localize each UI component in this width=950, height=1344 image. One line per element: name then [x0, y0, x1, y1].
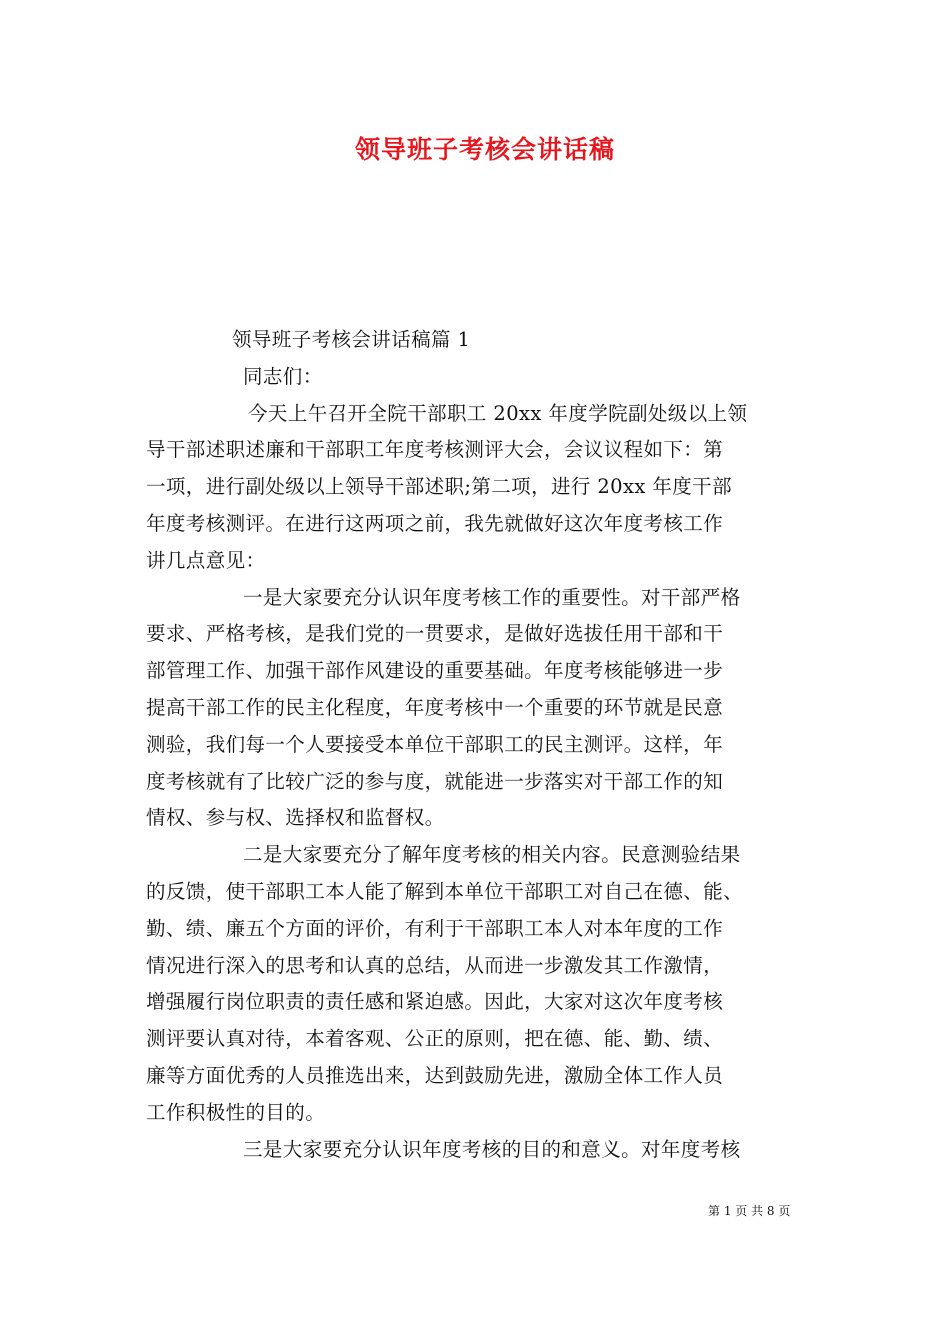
greeting: 同志们：: [243, 364, 323, 388]
paragraph-line: 今天上午召开全院干部职工 20xx 年度学院副处级以上领: [248, 401, 748, 425]
paragraph-1: [146, 396, 806, 580]
paragraph-line: 导干部述职述廉和干部职工年度考核测评大会，会议议程如下：第: [146, 438, 724, 462]
paragraph-3: [146, 837, 806, 1131]
paragraph-line: 工作积极性的目的。: [146, 1100, 326, 1124]
paragraph-line: 测验，我们每一个人要接受本单位干部职工的民主测评。这样，年: [146, 732, 724, 756]
paragraph-line: 一是大家要充分认识年度考核工作的重要性。对干部严格: [243, 585, 741, 609]
paragraph-line: 年度考核测评。在进行这两项之前，我先就做好这次年度考核工作: [146, 511, 724, 535]
paragraph-4: [146, 1132, 806, 1169]
document-body: [146, 322, 806, 1168]
paragraph-line: 三是大家要充分认识年度考核的目的和意义。对年度考核: [243, 1137, 741, 1161]
subtitle: 领导班子考核会讲话稿篇 1: [232, 328, 471, 351]
page-number-footer: 第 1 页 共 8 页: [708, 1204, 791, 1218]
paragraph-line: 部管理工作、加强干部作风建设的重要基础。年度考核能够进一步: [146, 659, 724, 683]
page-title: 领导班子考核会讲话稿: [354, 135, 615, 164]
paragraph-line: 度考核就有了比较广泛的参与度，就能进一步落实对干部工作的知: [146, 769, 724, 793]
paragraph-line: 测评要认真对待，本着客观、公正的原则，把在德、能、勤、绩、: [146, 1027, 724, 1051]
paragraph-line: 讲几点意见：: [146, 548, 266, 572]
paragraph-line: 情况进行深入的思考和认真的总结，从而进一步激发其工作激情，: [146, 953, 724, 977]
paragraph-line: 提高干部工作的民主化程度，年度考核中一个重要的环节就是民意: [146, 695, 724, 719]
paragraph-line: 增强履行岗位职责的责任感和紧迫感。因此，大家对这次年度考核: [146, 990, 724, 1014]
paragraph-line: 要求、严格考核，是我们党的一贯要求，是做好选拔任用干部和干: [146, 622, 724, 646]
paragraph-line: 的反馈，使干部职工本人能了解到本单位干部职工对自己在德、能、: [146, 879, 744, 903]
paragraph-line: 勤、绩、廉五个方面的评价，有利于干部职工本人对本年度的工作: [146, 916, 724, 940]
paragraph-line: 情权、参与权、选择权和监督权。: [146, 806, 445, 830]
paragraph-2: [146, 580, 806, 838]
paragraph-line: 二是大家要充分了解年度考核的相关内容。民意测验结果: [243, 843, 741, 867]
paragraph-line: 一项，进行副处级以上领导干部述职;第二项，进行 20xx 年度干部: [146, 475, 732, 499]
paragraph-line: 廉等方面优秀的人员推选出来，达到鼓励先进，激励全体工作人员: [146, 1063, 724, 1087]
